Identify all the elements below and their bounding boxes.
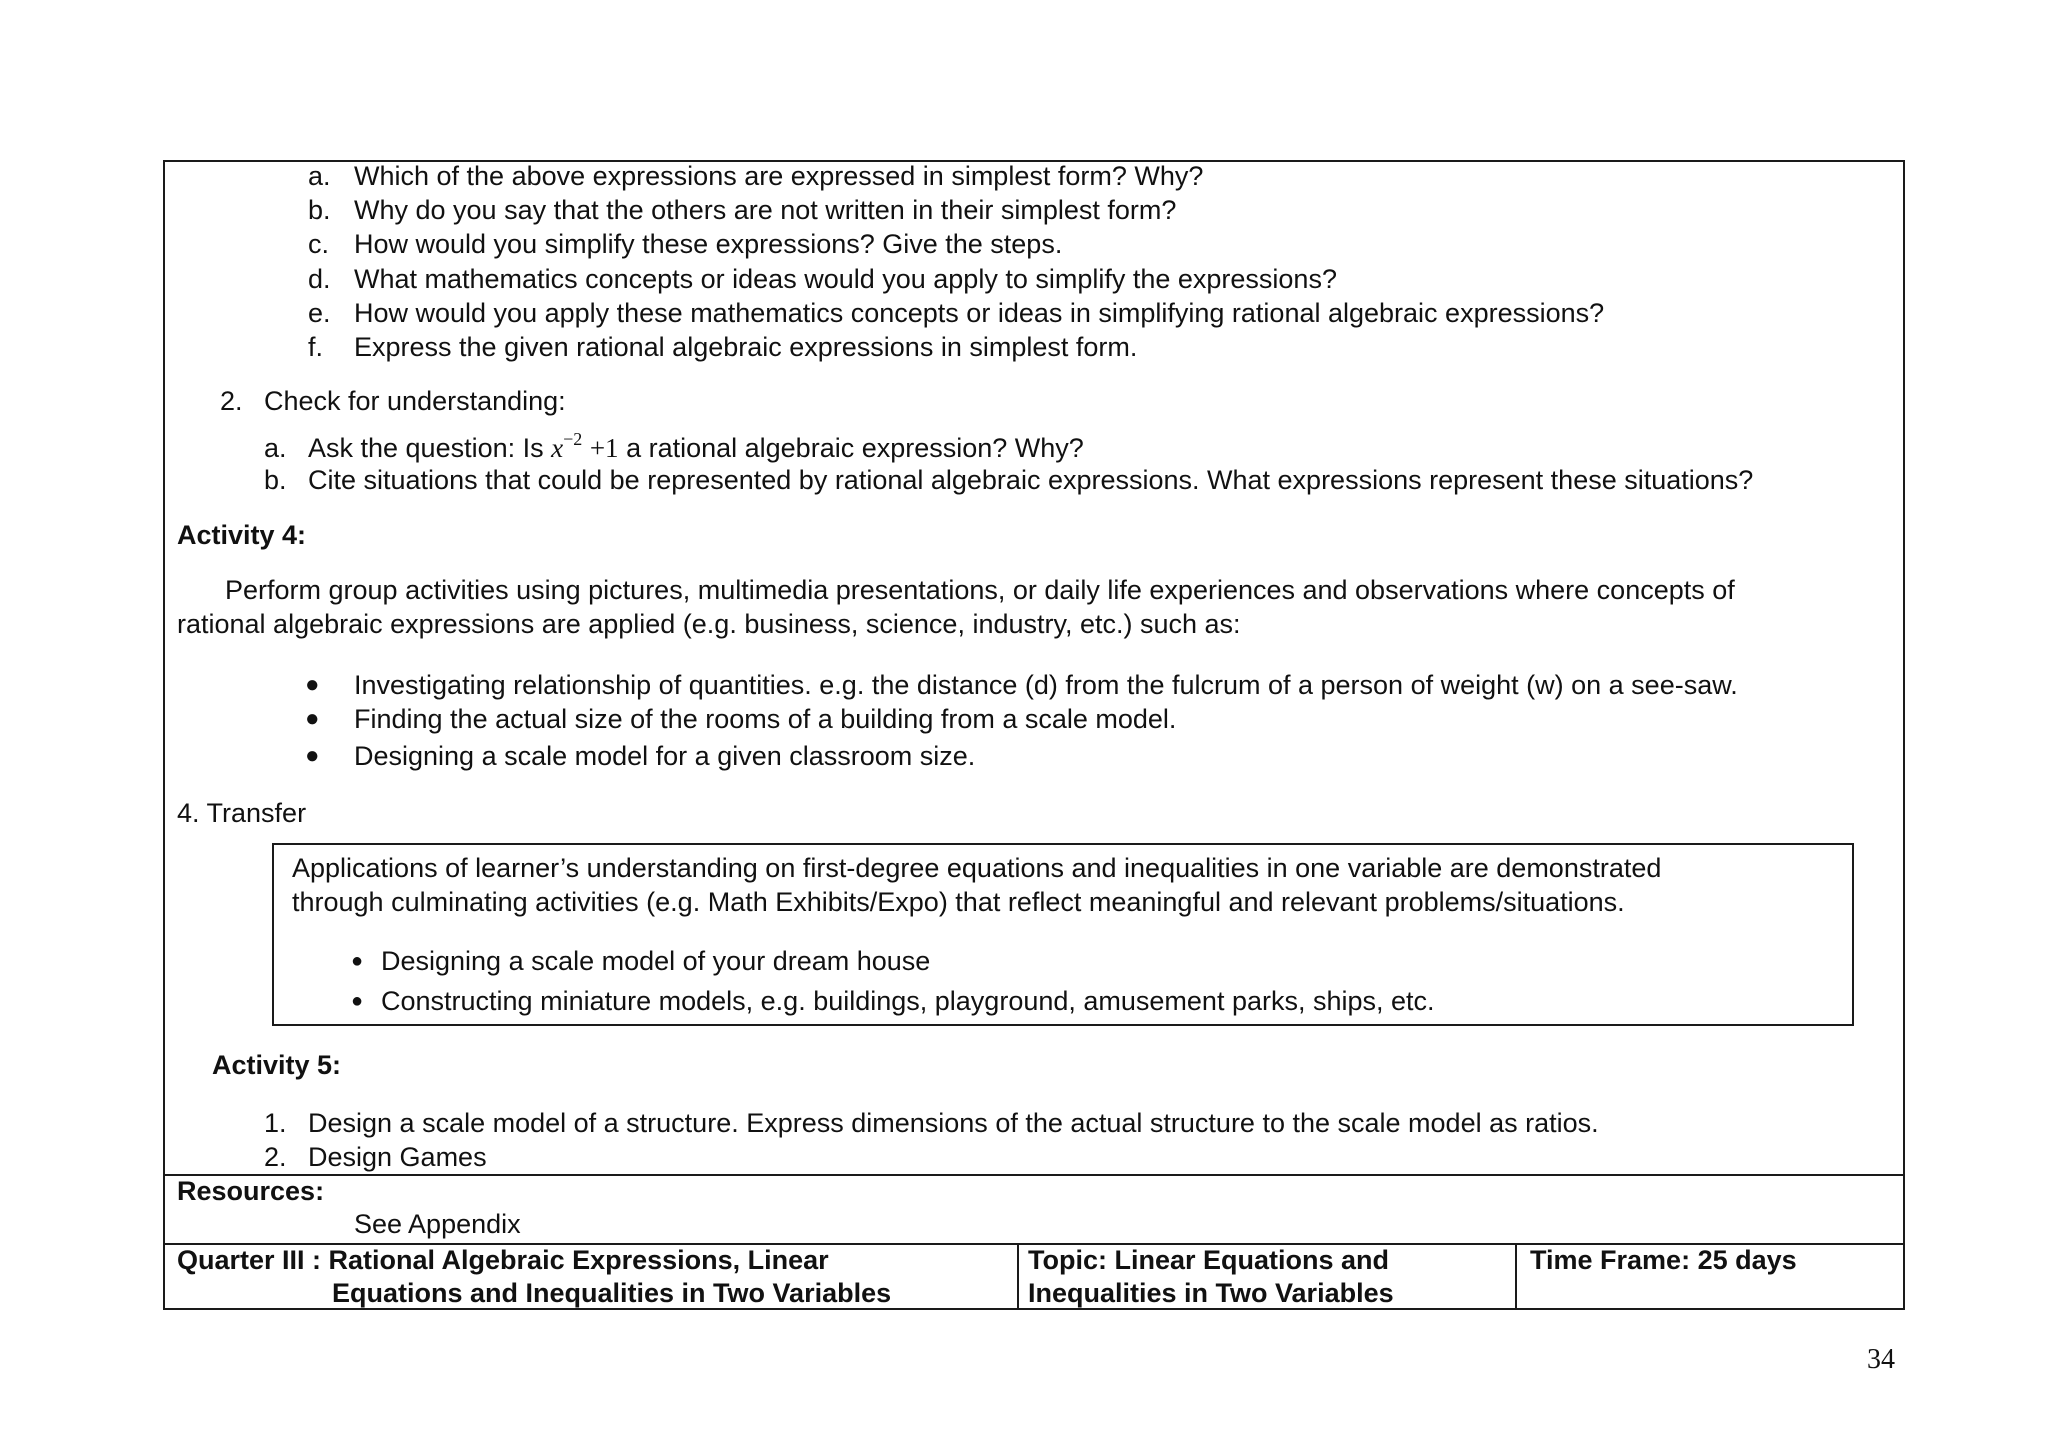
quarter-line2: Equations and Inequalities in Two Variables (332, 1278, 892, 1308)
math-variable-x: x (551, 433, 564, 463)
math-exponent: −2 (563, 429, 583, 449)
check-marker: 2. (220, 386, 243, 416)
list-item-text: Which of the above expressions are expressed in simplest form? Why? (354, 161, 1204, 191)
transfer-bullet: Constructing miniature models, e.g. buildings, playground, amusement parks, ships, etc. (381, 986, 1435, 1016)
check-item-a-after: a rational algebraic expression? Why? (626, 433, 1084, 463)
time-frame: Time Frame: 25 days (1530, 1245, 1797, 1275)
check-heading: Check for understanding: (264, 386, 566, 416)
page-number: 34 (1867, 1344, 1895, 1375)
transfer-line2: through culminating activities (e.g. Math Exhibits/Expo) that reflect meaningful and relevant problems/situations. (292, 887, 1625, 917)
list-item-text: How would you apply these mathematics concepts or ideas in simplifying rational algebraic expressions? (354, 298, 1605, 328)
activity4-heading: Activity 4: (177, 520, 307, 550)
list-marker: e. (308, 298, 331, 328)
list-marker: d. (308, 264, 331, 294)
bullet-icon: ● (351, 990, 364, 1012)
bullet-icon: ● (351, 950, 364, 972)
list-item-text: How would you simplify these expressions? Give the steps. (354, 229, 1063, 259)
list-item-text: What mathematics concepts or ideas would you apply to simplify the expressions? (354, 264, 1337, 294)
math-plus-one: +1 (589, 433, 619, 463)
list-item-text: Why do you say that the others are not written in their simplest form? (354, 195, 1177, 225)
activity5-marker: 2. (264, 1142, 287, 1172)
list-marker: f. (308, 332, 324, 362)
quarter-line1: Quarter III : Rational Algebraic Expressions, Linear (177, 1245, 829, 1275)
list-marker: c. (308, 229, 330, 259)
activity5-item: Design Games (308, 1142, 487, 1172)
check-item-b-marker: b. (264, 465, 287, 495)
check-item-a-marker: a. (264, 433, 287, 463)
list-item-text: Express the given rational algebraic expressions in simplest form. (354, 332, 1138, 362)
list-item (308, 159, 331, 193)
activity4-para-line2: rational algebraic expressions are applied (e.g. business, science, industry, etc.) such as: (177, 609, 1241, 639)
list-marker: a. (308, 161, 331, 191)
transfer-line1: Applications of learner’s understanding on first-degree equations and inequalities in one variable are demonstrated (292, 853, 1662, 883)
transfer-bullet: Designing a scale model of your dream house (381, 946, 931, 976)
activity5-heading: Activity 5: (212, 1050, 342, 1080)
check-item-a (308, 431, 1084, 465)
activity4-bullet: Finding the actual size of the rooms of a building from a scale model. (354, 704, 1177, 734)
activity5-item: Design a scale model of a structure. Express dimensions of the actual structure to the scale model as ratios. (308, 1108, 1599, 1138)
check-item-a-before: Ask the question: Is (308, 433, 544, 463)
transfer-heading: 4. Transfer (177, 798, 307, 828)
list-marker: b. (308, 195, 331, 225)
activity5-marker: 1. (264, 1108, 287, 1138)
bullet-icon: ● (305, 671, 320, 698)
topic-line1: Topic: Linear Equations and (1028, 1245, 1390, 1275)
footer-col-divider-1 (1017, 1243, 1019, 1310)
resources-divider (163, 1174, 1905, 1176)
check-item-b: Cite situations that could be represented by rational algebraic expressions. What expressions represent these situations? (308, 465, 1754, 495)
activity4-para-line1: Perform group activities using pictures, multimedia presentations, or daily life experiences and observations where concepts of (225, 575, 1735, 605)
footer-col-divider-2 (1515, 1243, 1517, 1310)
activity4-bullet: Investigating relationship of quantities. e.g. the distance (d) from the fulcrum of a person of weight (w) on a see-saw. (354, 670, 1738, 700)
bullet-icon: ● (305, 742, 320, 769)
resources-text: See Appendix (354, 1209, 521, 1239)
activity4-bullet: Designing a scale model for a given classroom size. (354, 741, 976, 771)
resources-heading: Resources: (177, 1176, 325, 1206)
topic-line2: Inequalities in Two Variables (1028, 1278, 1394, 1308)
bullet-icon: ● (305, 705, 320, 732)
